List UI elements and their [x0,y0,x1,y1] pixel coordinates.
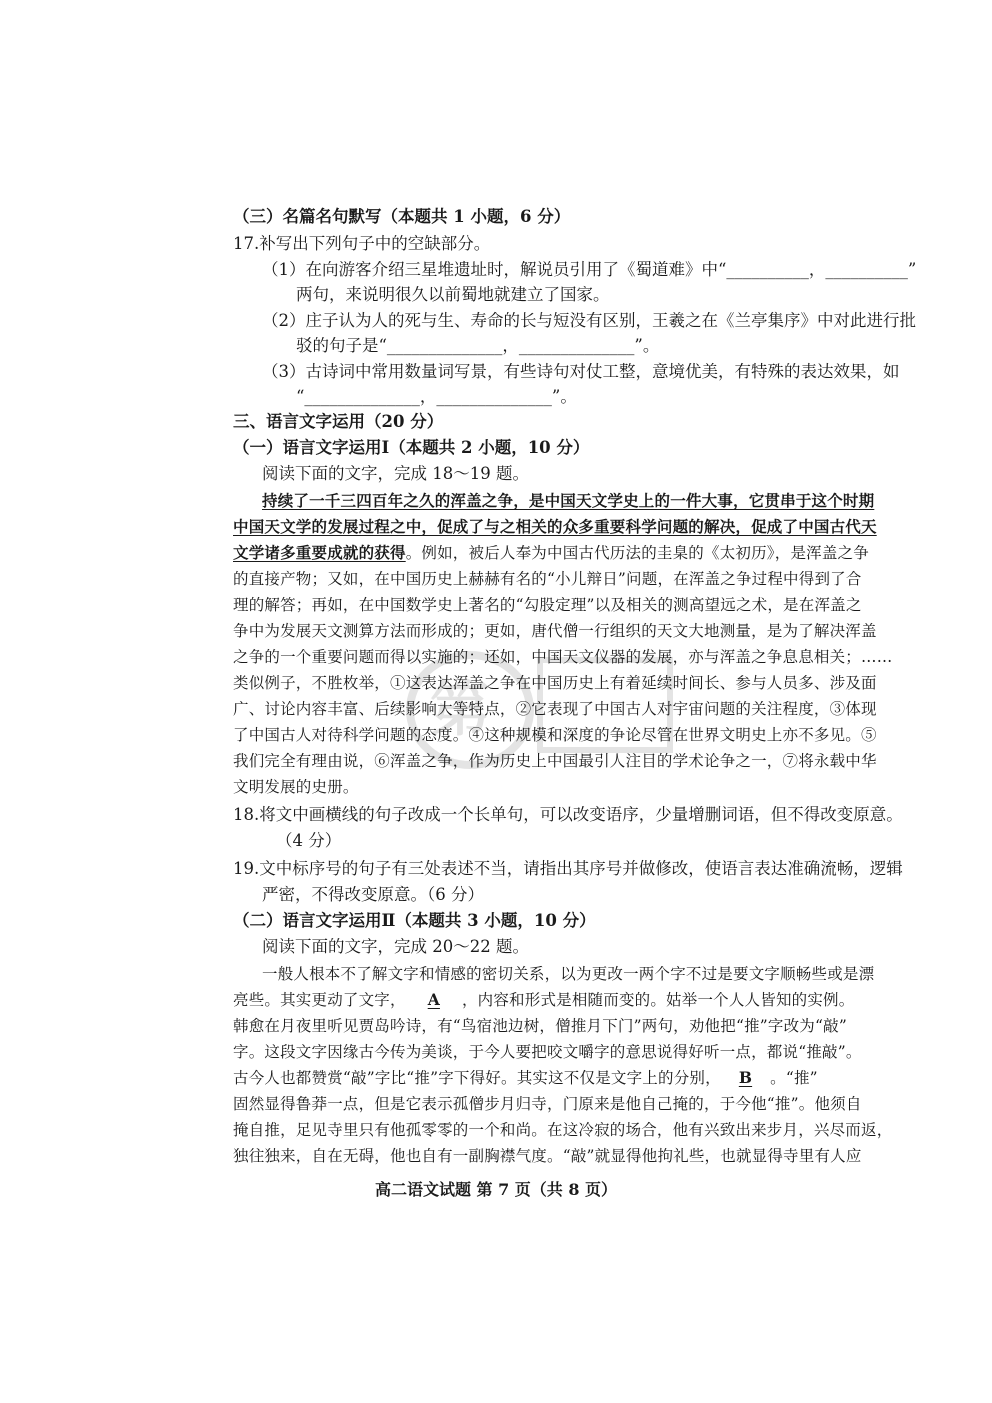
passage2-line-6: 固然显得鲁莽一点，但是它表示孤僧步月归寺，门原来是他自己掩的，于今他“推”。他须自 [233,1095,862,1113]
passage1-line-8: 类似例子，不胜枚举，①这表达浑盖之争在中国历史上有着延续时间长、参与人员多、涉及面 [233,674,877,692]
passage1-line-12: 文明发展的史册。 [233,778,359,796]
section-3-sub3-heading: （三）名篇名句默写（本题共 1 小题，6 分） [233,207,571,226]
passage1-line-3 [233,542,869,564]
passage2-line-8: 独往独来，自在无碍，他也自有一副胸襟气度。“敲”就显得他拘礼些，也就显得寺里有人应 [233,1147,862,1165]
q17-p1-line2: 两句，来说明很久以前蜀地就建立了国家。 [296,285,610,304]
passage1-line-11: 我们完全有理由说，⑥浑盖之争，作为历史上中国最引人注目的学术论争之一，⑦将永载中华 [233,752,877,770]
q18-line1: 18.将文中画横线的句子改成一个长单句，可以改变语序，少量增删词语，但不得改变原意。 [233,805,903,824]
blank-a: A [427,990,440,1009]
passage2-line-5-a: 古今人也都赞赏“敲”字比“推”字下得好。其实这不仅是文字上的分别， [233,1069,721,1087]
passage1-line-1: 持续了一千三四百年之久的浑盖之争，是中国天文学史上的一件大事，它贯串于这个时期 [262,491,875,510]
part1-heading: （一）语言文字运用Ⅰ（本题共 2 小题，10 分） [233,438,590,457]
passage1-line-6: 争中为发展天文测算方法而形成的；更如，唐代僧一行组织的天文大地测量，是为了解决浑盖 [233,622,877,640]
q17-stem: 17.补写出下列句子中的空缺部分。 [233,234,491,253]
passage1-line-3-rest: 。例如，被后人奉为中国古代历法的圭臬的《太初历》，是浑盖之争 [405,544,869,562]
q18-line2: （4 分） [276,831,342,850]
passage2-line-1: 一般人根本不了解文字和情感的密切关系，以为更改一两个字不过是要文字顺畅些或是漂 [262,965,875,983]
svg-text:第: 第 [430,675,490,745]
passage1-line-10: 了中国古人对待科学问题的态度。④这种规模和深度的争论尽管在世界文明史上亦不多见。⑤ [233,726,877,744]
passage1-line-5: 理的解答；再如，在中国数学史上著名的“勾股定理”以及相关的测高望远之术，是在浑盖之 [233,596,862,614]
q17-p3-line2: “______________，______________”。 [296,387,577,406]
passage2-line-5 [233,1067,818,1089]
passage2-line-2 [233,989,854,1011]
passage2-line-5-b: 。“推” [770,1069,818,1087]
passage1-line-2: 中国天文学的发展过程之中，促成了与之相关的众多重要科学问题的解决，促成了中国古代天 [233,517,877,536]
part1-instruction: 阅读下面的文字，完成 18～19 题。 [262,464,529,483]
q19-line1: 19.文中标序号的句子有三处表述不当，请指出其序号并做修改，使语言表达准确流畅，逻辑 [233,859,903,878]
part2-instruction: 阅读下面的文字，完成 20～22 题。 [262,937,529,956]
passage1-underlined-end: 文学诸多重要成就的获得 [233,543,406,562]
passage2-line-4: 字。这段文字因缘古今传为美谈，于今人要把咬文嚼字的意思说得好听一点，都说“推敲”。 [233,1043,862,1061]
q17-p2-line2: 驳的句子是“______________，______________”。 [296,336,660,355]
passage1-line-7: 之争的一个重要问题而得以实施的；还如，中国天文仪器的发展，亦与浑盖之争息息相关；…… [233,648,893,666]
part2-heading: （二）语言文字运用Ⅱ（本题共 3 小题，10 分） [233,911,596,930]
blank-b: B [738,1068,753,1087]
q19-line2: 严密，不得改变原意。（6 分） [262,885,484,904]
passage1-line-9: 广、讨论内容丰富、后续影响大等特点，②它表现了中国古人对宇宙问题的关注程度，③体现 [233,700,877,718]
section-three-heading: 三、语言文字运用（20 分） [233,412,444,431]
q17-p2-line1: （2）庄子认为人的死与生、寿命的长与短没有区别，王羲之在《兰亭集序》中对此进行批 [262,311,916,330]
passage2-line-2-a: 亮些。其实更动了文字， [233,991,406,1009]
page-footer: 高二语文试题 第 7 页（共 8 页） [374,1180,618,1199]
passage2-line-7: 掩自推，足见寺里只有他孤零零的一个和尚。在这冷寂的场合，他有兴致出来步月，兴尽而返， [233,1121,893,1139]
q17-p1-line1: （1）在向游客介绍三星堆遗址时，解说员引用了《蜀道难》中“__________，__________” [262,260,917,279]
passage2-line-3: 韩愈在月夜里听见贾岛吟诗，有“鸟宿池边树，僧推月下门”两句，劝他把“推”字改为“敲” [233,1017,847,1035]
passage1-line-4: 的直接产物；又如，在中国历史上赫赫有名的“小儿辩日”问题，在浑盖之争过程中得到了合 [233,570,862,588]
q17-p3-line1: （3）古诗词中常用数量词写景，有些诗句对仗工整，意境优美，有特殊的表达效果，如 [262,362,900,381]
passage2-line-2-b: ，内容和形式是相随而变的。姑举一个人人皆知的实例。 [461,991,855,1009]
